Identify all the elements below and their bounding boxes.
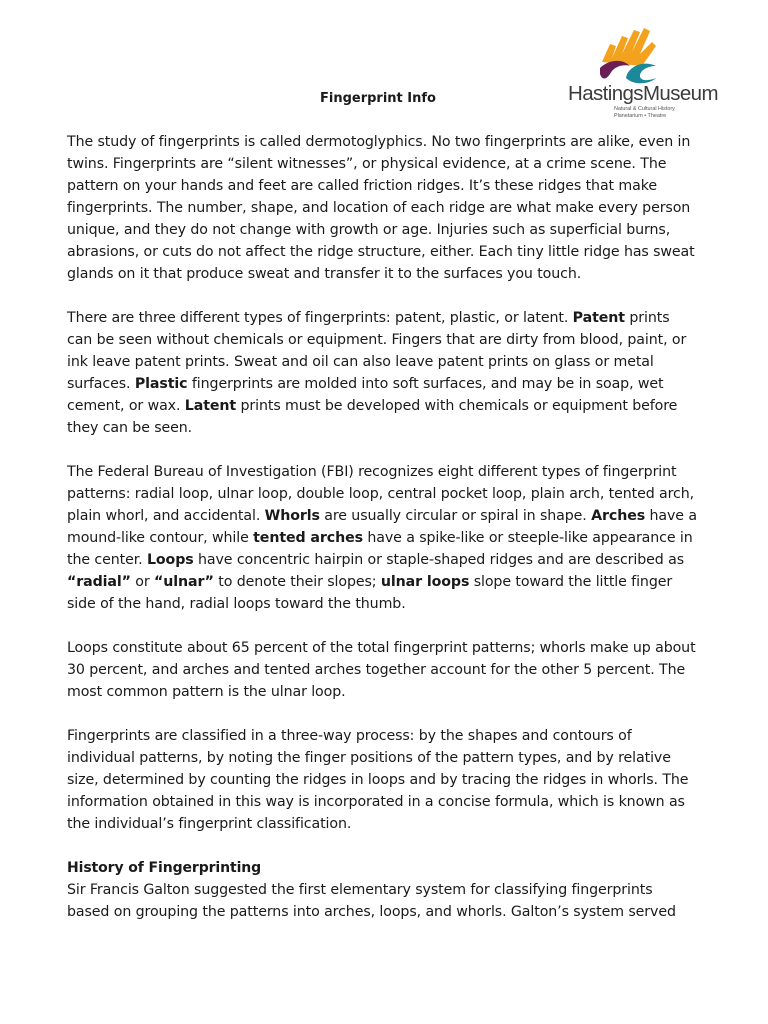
term-arches: Arches xyxy=(591,508,646,524)
paragraph-pattern-percentages: Loops constitute about 65 percent of the total fingerprint patterns; whorls make up about 30 percent, and arches and tented arches together account for the other 5 percent. The most common pattern is the ulnar loop. xyxy=(67,640,696,700)
term-ulnar: “ulnar” xyxy=(154,574,214,590)
logo-subtitle-line1: Natural & Cultural History xyxy=(614,106,675,112)
term-ulnar-loops: ulnar loops xyxy=(380,574,470,590)
term-patent: Patent xyxy=(572,310,625,326)
term-tented-arches: tented arches xyxy=(253,530,363,546)
term-whorls: Whorls xyxy=(264,508,320,524)
term-radial: “radial” xyxy=(67,574,131,590)
paragraph-classification: Fingerprints are classified in a three-way process: by the shapes and contours of individual patterns, by noting the finger positions of the pattern types, and by relative size, determined by counting the ridges in loops and by tracing the ridges in whorls. The information obtained in this way is incorporated in a concise formula, which is known as the individual’s fingerprint classification. xyxy=(67,728,689,832)
paragraph-fbi-patterns: The Federal Bureau of Investigation (FBI) recognizes eight different types of fingerprint patterns: radial loop, ulnar loop, double loop, central pocket loop, plain arch, tented arch, plain whorl, and accidental. Whorls are usually circular or spiral in shape. Arches have a mound-like contour, while tented arches have a spike-like or steeple-like appearance in the center. Loops have concentric hairpin or staple-shaped ridges and are described as “radial” or “ulnar” to denote their slopes; ulnar loops slope toward the little finger side of the hand, radial loops toward the thumb. xyxy=(67,464,697,612)
document-title: Fingerprint Info xyxy=(320,91,436,106)
term-loops: Loops xyxy=(146,552,194,568)
logo-subtitle-line2: Planetarium • Theatre xyxy=(614,113,667,119)
history-heading: History of Fingerprinting xyxy=(67,860,262,876)
paragraph-dermatoglyphics: The study of fingerprints is called dermotoglyphics. No two fingerprints are alike, even in twins. Fingerprints are “silent witnesses”, or physical evidence, at a crime scene. The pattern on your hands and feet are called friction ridges. It’s these ridges that make fingerprints. The number, shape, and location of each ridge are what make every person unique, and they do not change with growth or age. Injuries such as superficial burns, abrasions, or cuts do not affect the ridge structure, either. Each tiny little ridge has sweat glands on it that produce sweat and transfer it to the surfaces you touch. xyxy=(67,134,695,282)
term-latent: Latent xyxy=(184,398,237,414)
document-body xyxy=(67,131,699,945)
paragraph-history: Sir Francis Galton suggested the first elementary system for classifying fingerprints based on grouping the patterns into arches, loops, and whorls. Galton’s system served xyxy=(67,882,676,920)
logo-wordmark: HastingsMuseum xyxy=(568,82,718,105)
term-plastic: Plastic xyxy=(134,376,188,392)
paragraph-fingerprint-types: There are three different types of fingerprints: patent, plastic, or latent. Patent prints can be seen without chemicals or equipment. Fingers that are dirty from blood, paint, or ink leave patent prints. Sweat and oil can also leave patent prints on glass or metal surfaces. Plastic fingerprints are molded into soft surfaces, and may be in soap, wet cement, or wax. Latent prints must be developed with chemicals or equipment before they can be seen. xyxy=(67,310,687,436)
